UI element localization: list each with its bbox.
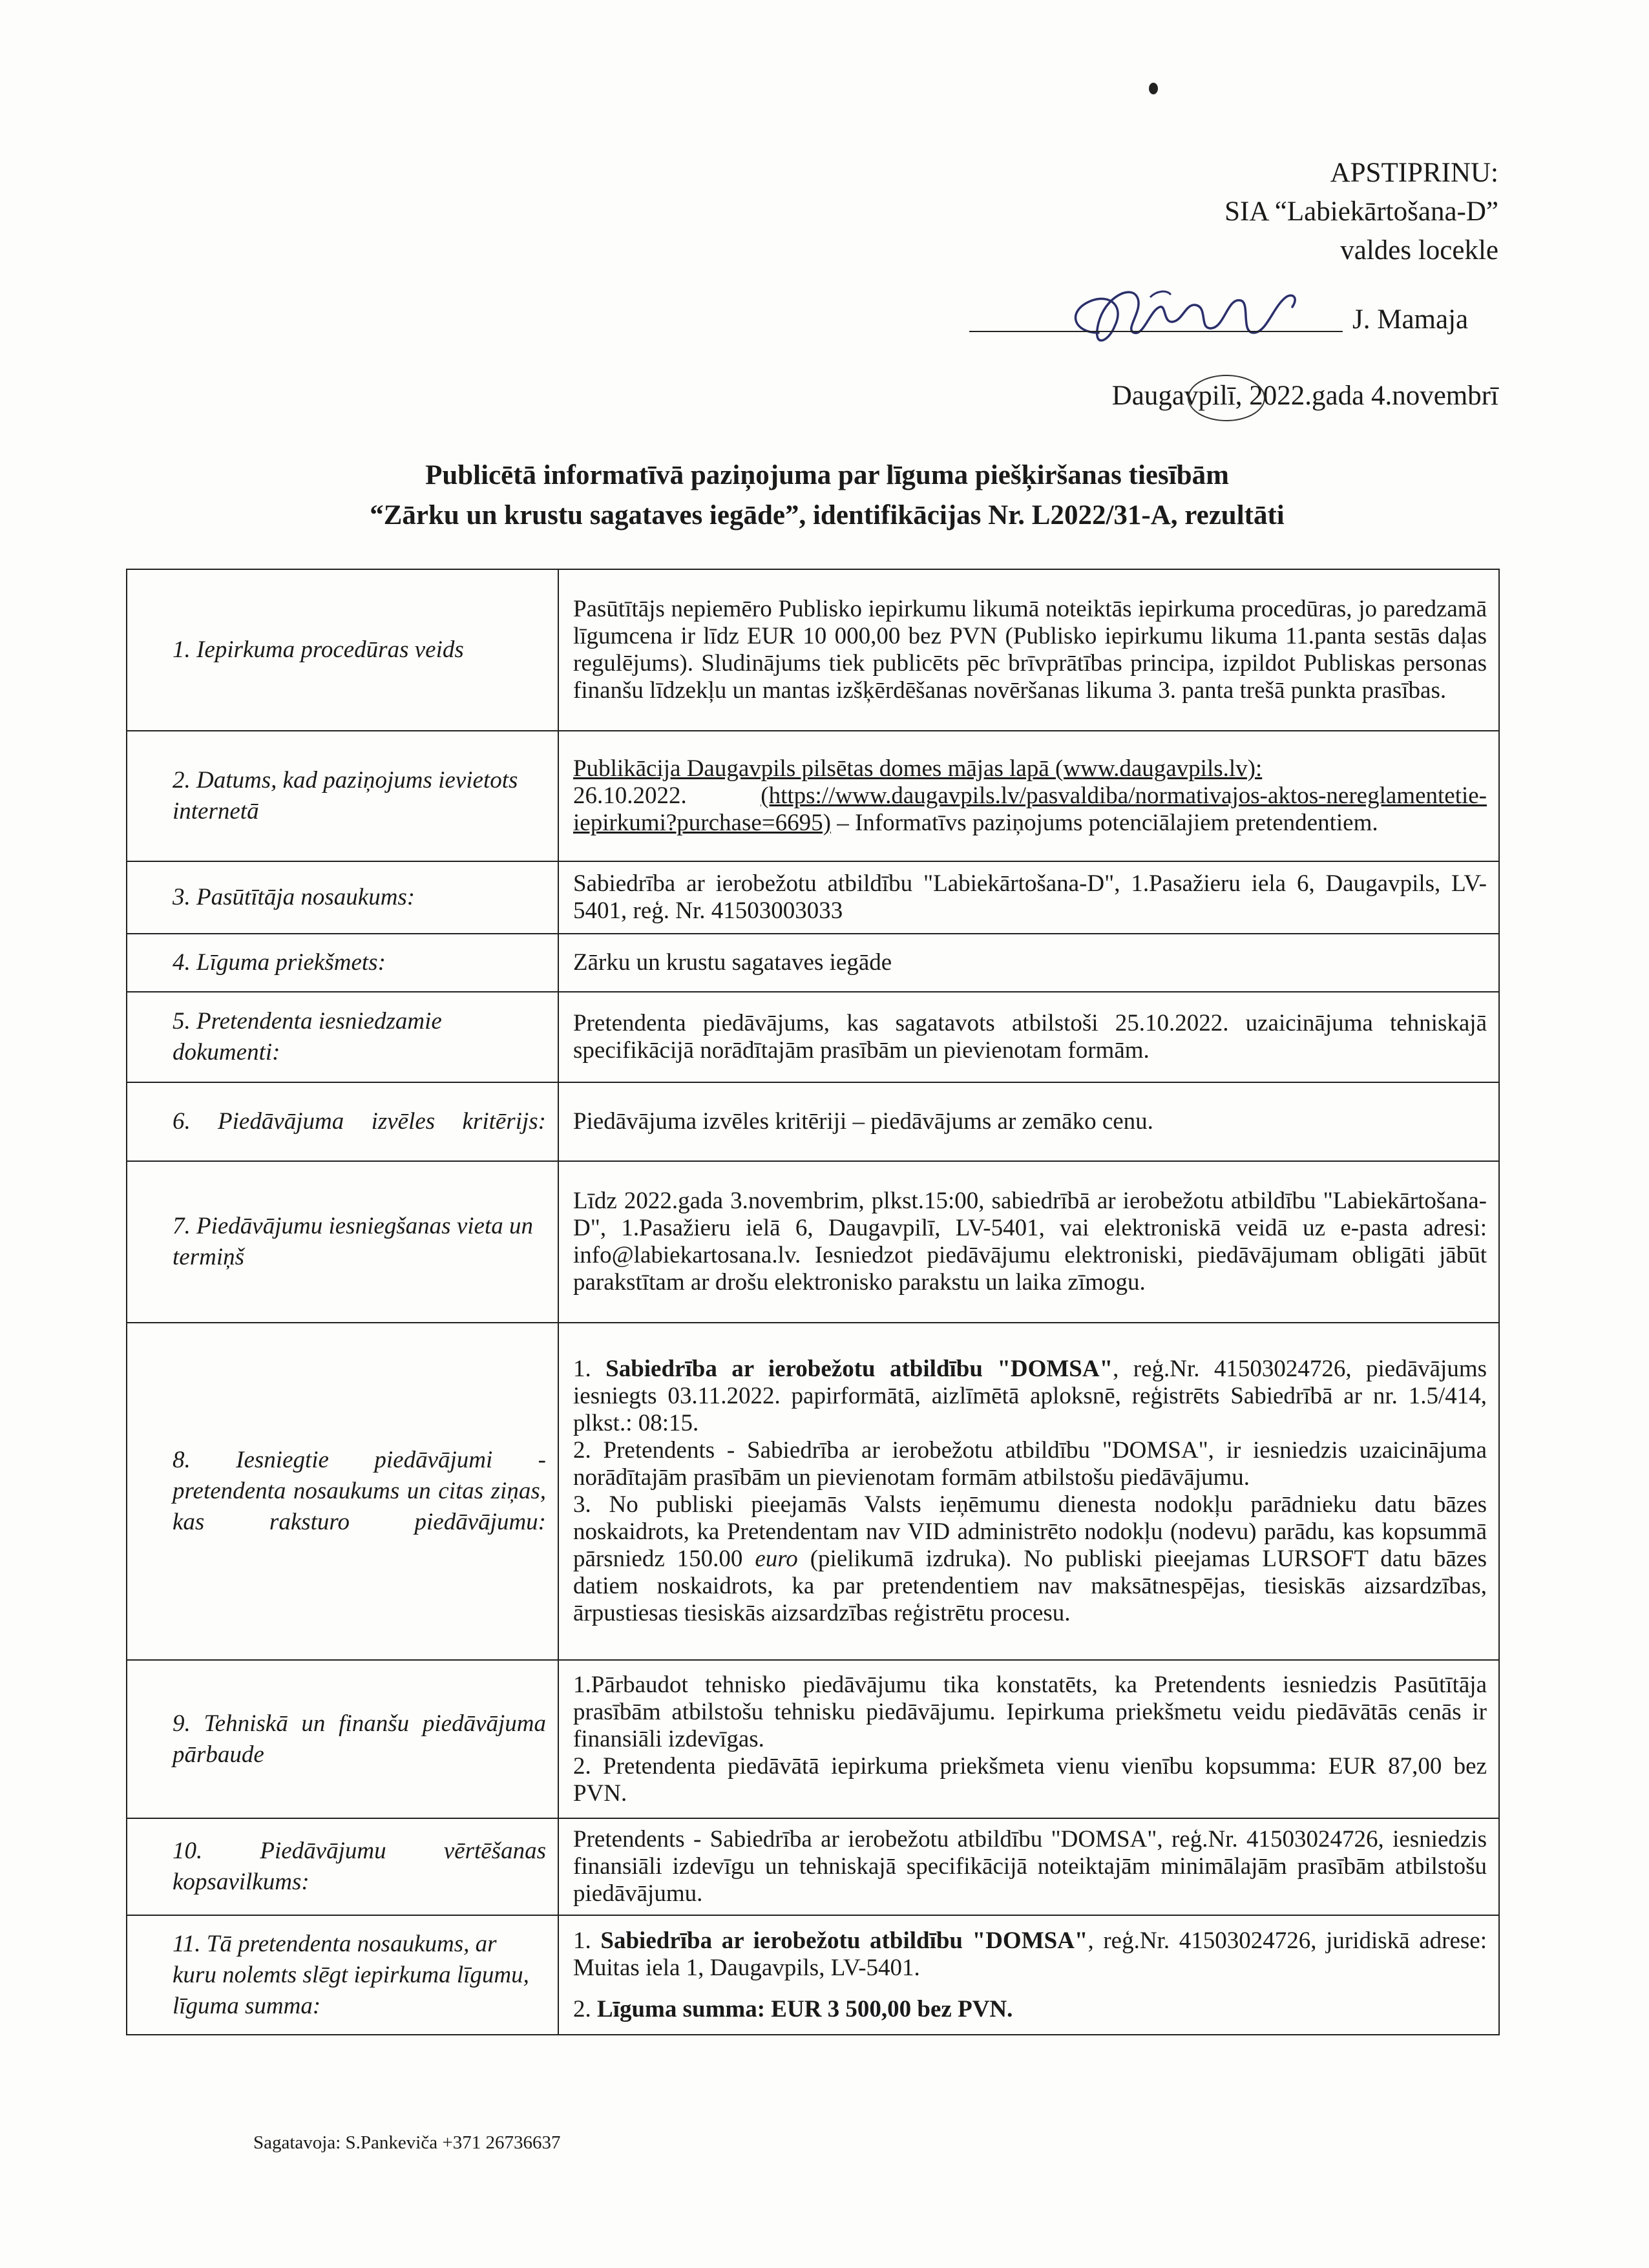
row-value: Pretendenta piedāvājums, kas sagatavots atbilstoši 25.10.2022. uzaicinājuma tehniskajā specifikācijā norādītajām prasībām un pievienotam formām. — [558, 992, 1499, 1082]
approval-block — [917, 154, 1498, 270]
handwritten-circle-mark — [1188, 375, 1265, 421]
table-row — [127, 1660, 1499, 1818]
publication-url[interactable]: (https://www.daugavpils.lv/pasvaldiba/normativajos-aktos-nereglamentetie-iepirkumi?purchase=6695) — [573, 782, 1487, 836]
row-label: 10. Piedāvājumu vērtēšanas kopsavilkums: — [127, 1818, 558, 1915]
row-value: Piedāvājuma izvēles kritēriji – piedāvājums ar zemāko cenu. — [558, 1082, 1499, 1161]
approval-position: valdes locekle — [1340, 235, 1498, 266]
row-label: 1. Iepirkuma procedūras veids — [127, 569, 558, 731]
tax-check-text: 3. No publiski pieejamās Valsts ieņēmumu dienesta nodokļu parādnieku datu bāzes noskaidrots, ka Pretendentam nav VID administrēto nodokļu (nodevu) parādu, kas kopsummā pārsniedz 150.00 — [573, 1491, 1487, 1572]
table-row — [127, 992, 1499, 1082]
publication-note: – Informatīvs paziņojums potenciālajiem pretendentiem. — [830, 810, 1378, 836]
row-label: 4. Līguma priekšmets: — [127, 934, 558, 992]
publication-link-text: Publikācija Daugavpils pilsētas domes mājas lapā (www.daugavpils.lv): — [573, 755, 1263, 782]
ink-speck — [1149, 83, 1158, 94]
signature-line — [969, 331, 1343, 332]
row-value: Pasūtītājs nepiemēro Publisko iepirkumu likumā noteiktās iepirkuma procedūras, jo paredzamā līgumcena ir līdz EUR 10 000,00 bez PVN (Publisko iepirkumu likuma 11.panta sestās daļas regulējums). Sludinājums tiek publicēts pēc brīvprātības principa, izpildot Publiskas personas finanšu līdzekļu un mantas izšķērdēšanas novēršanas likuma 3. panta trešā punkta prasības. — [558, 569, 1499, 731]
row-label: 3. Pasūtītāja nosaukums: — [127, 861, 558, 934]
winner-number: 1. — [573, 1927, 601, 1954]
table-row — [127, 1915, 1499, 2035]
table-row — [127, 731, 1499, 861]
approval-organization: SIA “Labiekārtošana-D” — [1224, 196, 1498, 227]
row-label: 9. Tehniskā un finanšu piedāvājuma pārbaude — [127, 1660, 558, 1818]
offer-company-name: Sabiedrība ar ierobežotu atbildību "DOMSA" — [605, 1356, 1113, 1382]
table-row — [127, 1818, 1499, 1915]
prepared-by: Sagatavoja: S.Pankeviča +371 26736637 — [253, 2132, 561, 2153]
table-row — [127, 1082, 1499, 1161]
contract-sum: Līguma summa: EUR 3 500,00 bez PVN. — [597, 1995, 1013, 2022]
row-value: Līdz 2022.gada 3.novembrim, plkst.15:00, sabiedrībā ar ierobežotu atbildību "Labiekārtošana-D", 1.Pasažieru ielā 6, Daugavpilī, LV-5401, vai elektroniskā veidā uz e-pasta adresi: info@labiekartosana.lv. Iesniedzot piedāvājumu elektroniski, piedāvājumam obligāti jābūt parakstītam ar drošu elektronisko parakstu un laika zīmogu. — [558, 1161, 1499, 1323]
row-value: Pretendents - Sabiedrība ar ierobežotu atbildību "DOMSA", reģ.Nr. 41503024726, iesniedzis finansiāli izdevīgu un tehniskajā specifikācijā noteiktajām minimālajām prasībām atbilstošu piedāvājumu. — [558, 1818, 1499, 1915]
offer-compliance: 2. Pretendents - Sabiedrība ar ierobežotu atbildību "DOMSA", ir iesniedzis uzaicinājuma norādītajām prasībām un pievienotam formām atbilstošu piedāvājumu. — [573, 1437, 1487, 1491]
row-value — [558, 1323, 1499, 1660]
row-label: 5. Pretendenta iesniedzamie dokumenti: — [127, 992, 558, 1082]
row-value: Sabiedrība ar ierobežotu atbildību "Labiekārtošana-D", 1.Pasažieru iela 6, Daugavpils, LV-5401, reģ. Nr. 41503003033 — [558, 861, 1499, 934]
title-line-2: “Zārku un krustu sagataves iegāde”, identifikācijas Nr. L2022/31-A, rezultāti — [370, 500, 1285, 530]
winner-address: , reģ.Nr. 41503024726, juridiskā adrese: Muitas iela 1, Daugavpils, LV-5401. — [573, 1927, 1487, 1981]
table-row — [127, 861, 1499, 934]
row-label: 11. Tā pretendenta nosaukums, ar kuru nolemts slēgt iepirkuma līgumu, līguma summa: — [127, 1915, 558, 2035]
offer-number: 1. — [573, 1356, 606, 1382]
unit-price: 2. Pretendenta piedāvātā iepirkuma priekšmeta vienu vienību kopsumma: EUR 87,00 bez PVN. — [573, 1752, 1487, 1807]
technical-check: 1.Pārbaudot tehnisko piedāvājumu tika konstatēts, ka Pretendents iesniedzis Pasūtītāja prasībām atbilstošu tehnisku piedāvājumu. Iepirkuma priekšmetu veidu piedāvātās cenās ir finansiāli izdevīgas. — [573, 1671, 1487, 1752]
row-value: Zārku un krustu sagataves iegāde — [558, 934, 1499, 992]
results-table — [126, 569, 1500, 2035]
approval-heading: APSTIPRINU: — [1330, 158, 1498, 188]
row-label: 7. Piedāvājumu iesniegšanas vieta un termiņš — [127, 1161, 558, 1323]
row-label: 6. Piedāvājuma izvēles kritērijs: — [127, 1082, 558, 1161]
table-row — [127, 569, 1499, 731]
row-value — [558, 1660, 1499, 1818]
row-value — [558, 731, 1499, 861]
handwritten-signature — [1053, 271, 1325, 368]
contract-number: 2. — [573, 1995, 597, 2022]
place-and-date: Daugavpilī, 2022.gada 4.novembrī — [1111, 381, 1498, 411]
publication-date: 26.10.2022. — [573, 782, 687, 809]
title-line-1: Publicētā informatīvā paziņojuma par līguma piešķiršanas tiesībām — [425, 460, 1229, 490]
row-value — [558, 1915, 1499, 2035]
winner-company-name: Sabiedrība ar ierobežotu atbildību "DOMSA" — [600, 1927, 1088, 1954]
document-title — [194, 456, 1460, 536]
currency-euro: euro — [755, 1546, 798, 1572]
row-label: 8. Iesniegtie piedāvājumi - pretendenta nosaukums un citas ziņas, kas raksturo piedāvājumu: — [127, 1323, 558, 1660]
row-label: 2. Datums, kad paziņojums ievietots internetā — [127, 731, 558, 861]
table-row — [127, 934, 1499, 992]
offer-details: , reģ.Nr. 41503024726, piedāvājums iesniegts 03.11.2022. papirformātā, aizlīmētā aploksnē, reģistrēts Sabiedrībā ar nr. 1.5/414, plkst.: 08:15. — [573, 1356, 1487, 1436]
table-row — [127, 1161, 1499, 1323]
table-row — [127, 1323, 1499, 1660]
signer-name: J. Mamaja — [1352, 304, 1469, 335]
insolvency-check-text: (pielikumā izdruka). No publiski pieejamas LURSOFT datu bāzes datiem noskaidrots, ka par pretendentiem nav maksātnespējas, tiesiskās aizsardzības, ārpustiesas tiesiskās aizsardzības reģistrētu procesu. — [573, 1546, 1487, 1626]
